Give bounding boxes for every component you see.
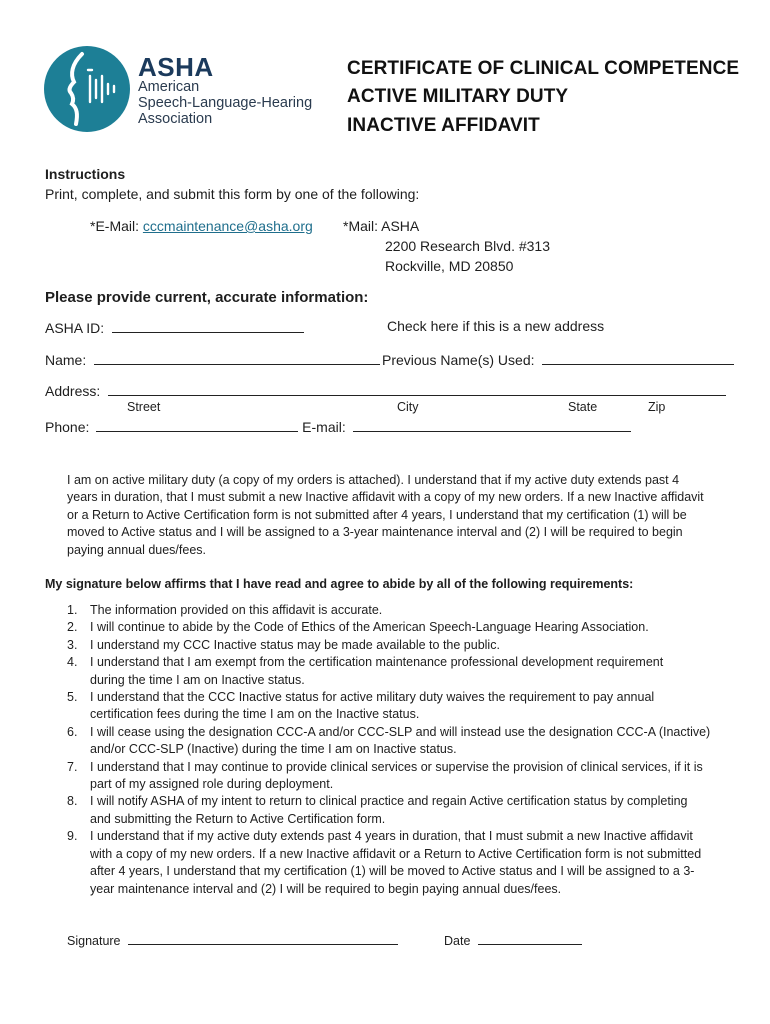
phone-row <box>45 417 631 435</box>
state-label: State <box>568 400 598 414</box>
requirement-item: 7. I understand that I may continue to provide clinical services or supervise the provision of clinical services, if it is part of my assigned role during deployment. <box>67 759 703 792</box>
asha-id-field[interactable] <box>112 318 304 333</box>
mail-address-line-2: 2200 Research Blvd. #313 <box>385 238 550 254</box>
statement-line: or a Return to Active Certification form is not submitted after 4 years, I understand that my certification (1) will be <box>67 507 687 522</box>
name-label: Name: <box>45 352 87 368</box>
email-option <box>90 218 313 234</box>
asha-id-label: ASHA ID: <box>45 320 105 336</box>
affirmation-heading: My signature below affirms that I have read and agree to abide by all of the following requirements: <box>45 577 634 591</box>
address-field[interactable] <box>108 381 726 396</box>
previous-names-field[interactable] <box>542 350 734 365</box>
city-label: City <box>397 400 419 414</box>
address-label: Address: <box>45 383 101 399</box>
asha-logo-icon <box>44 46 130 132</box>
date-row <box>444 932 582 948</box>
date-field[interactable] <box>478 932 582 945</box>
phone-field[interactable] <box>96 417 298 432</box>
previous-names-row <box>382 350 734 368</box>
requirement-item: 9. I understand that if my active duty extends past 4 years in duration, that I must submit a new Inactive affidavit with a copy of my new orders. If a new Inactive affidavit or a Return to Active Certification form is not submitted after 4 years, I understand that my certification (1) will be moved to Active status and I will be assigned to a 3- year maintenance interval and (2) I will be required to begin paying annual dues/fees. <box>67 829 702 896</box>
logo-abbreviation: ASHA <box>138 52 214 82</box>
requirement-item: 5. I understand that the CCC Inactive status for active military duty waives the requirement to pay annual certification fees during the time I am on the Inactive status. <box>67 690 655 722</box>
form-heading: Please provide current, accurate information: <box>45 289 369 306</box>
requirement-item: 6. I will cease using the designation CCC-A and/or CCC-SLP and will instead use the designation CCC-A (Inactive) and/or CCC-SLP (Inactive) during the time I am on Inactive status. <box>67 724 711 757</box>
name-field[interactable] <box>94 350 380 365</box>
requirement-item: 3. I understand my CCC Inactive status may be made available to the public. <box>67 637 500 652</box>
statement-line: I am on active military duty (a copy of my orders is attached). I understand that if my active duty extends past 4 <box>67 473 680 487</box>
statement-line: years in duration, that I must submit a new Inactive affidavit with a copy of my new orders. If a new Inactive affidavit <box>67 490 704 505</box>
date-label: Date <box>444 934 471 948</box>
logo-line-3: Association <box>138 111 213 127</box>
instructions-text: Print, complete, and submit this form by one of the following: <box>45 186 420 202</box>
new-address-label[interactable]: Check here if this is a new address <box>387 318 605 334</box>
address-row <box>45 381 726 399</box>
requirement-item: 8. I will notify ASHA of my intent to return to clinical practice and regain Active certification status by completing and submitting the Return to Active Certification form. <box>67 794 688 826</box>
statement-line: moved to Active status and I will be assigned to a 3-year maintenance interval and (2) I will be required to begin <box>67 525 683 540</box>
statement-line: paying annual dues/fees. <box>67 542 206 557</box>
requirement-item: 2. I will continue to abide by the Code of Ethics of the American Speech-Language Hearing Association. <box>67 620 649 635</box>
street-label: Street <box>127 400 161 414</box>
email-option-label: *E-Mail: <box>90 218 140 234</box>
instructions-heading: Instructions <box>45 166 126 182</box>
email-field[interactable] <box>353 417 631 432</box>
signature-row <box>67 932 398 948</box>
title-line-2: ACTIVE MILITARY DUTY <box>347 86 569 107</box>
previous-names-label: Previous Name(s) Used: <box>382 352 535 368</box>
asha-id-row <box>45 318 304 336</box>
title-line-3: INACTIVE AFFIDAVIT <box>347 115 540 136</box>
title-line-1: CERTIFICATE OF CLINICAL COMPETENCE <box>347 58 740 79</box>
logo-line-1: American <box>138 79 200 95</box>
mail-address-line-3: Rockville, MD 20850 <box>385 258 514 274</box>
signature-field[interactable] <box>128 932 398 945</box>
requirements-list <box>67 602 727 898</box>
email-address-link[interactable]: cccmaintenance@asha.org <box>142 218 313 234</box>
name-row <box>45 350 380 368</box>
email-field-label: E-mail: <box>302 419 346 435</box>
signature-label: Signature <box>67 934 121 948</box>
logo-line-2: Speech-Language-Hearing <box>138 95 313 111</box>
zip-label: Zip <box>648 400 666 414</box>
military-statement <box>67 472 727 559</box>
requirement-item: 1. The information provided on this affidavit is accurate. <box>67 603 383 617</box>
phone-label: Phone: <box>45 419 90 435</box>
mail-option-label: *Mail: ASHA <box>343 218 420 234</box>
requirement-item: 4. I understand that I am exempt from the certification maintenance professional development requirement during the time I am on Inactive status. <box>67 655 664 687</box>
